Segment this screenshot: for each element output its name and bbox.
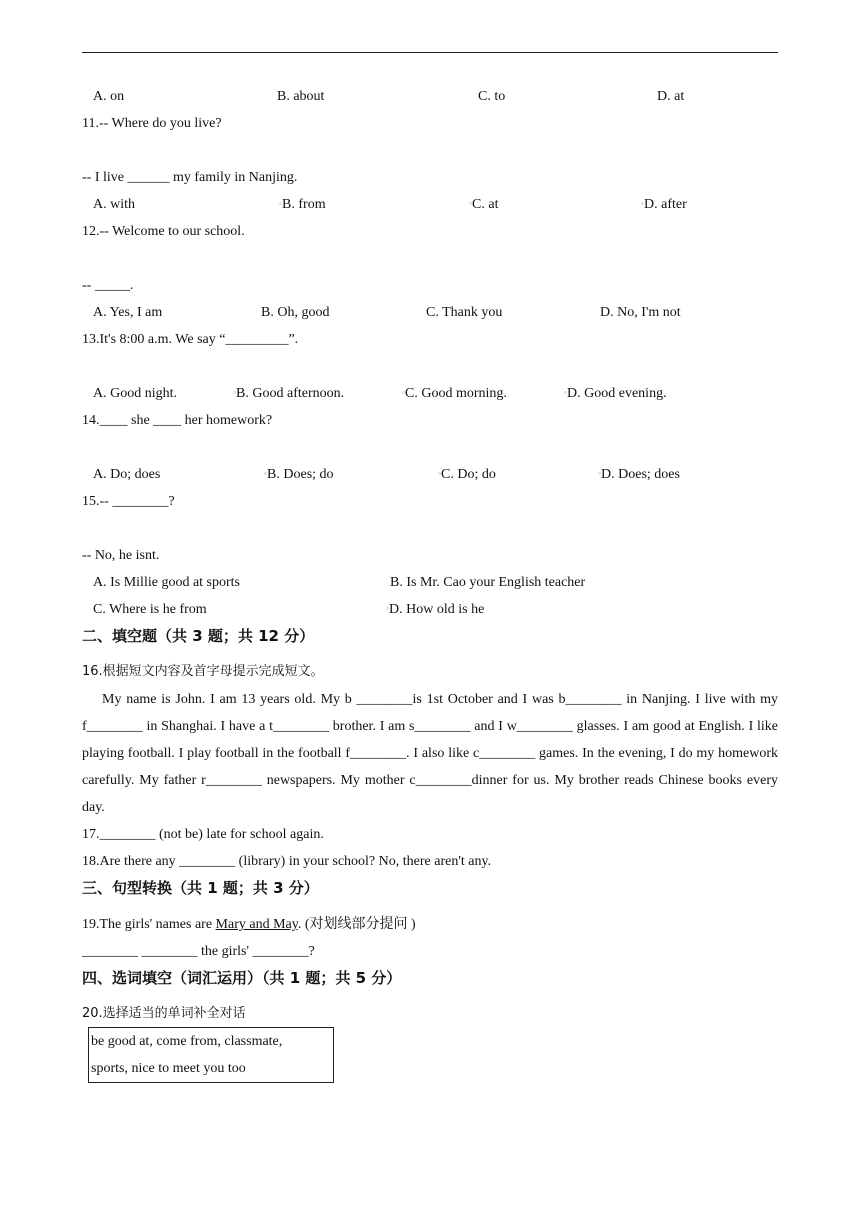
option-marker-icon: ○ bbox=[564, 391, 568, 396]
q14-option-b[interactable]: ○B. Does; do bbox=[264, 467, 334, 483]
q11-option-d[interactable]: ○D. after bbox=[641, 197, 687, 213]
option-marker-icon: ○ bbox=[469, 202, 473, 207]
q12-answer-line: -- _____. bbox=[82, 278, 134, 293]
option-marker-icon: ○ bbox=[438, 472, 442, 477]
header-rule bbox=[82, 52, 778, 53]
q11-stem: 11.-- Where do you live? bbox=[82, 116, 222, 131]
q12-option-c[interactable]: C. Thank you bbox=[426, 305, 503, 320]
q15-option-c[interactable]: C. Where is he from bbox=[93, 602, 207, 617]
option-marker-icon: ○ bbox=[233, 391, 237, 396]
q19-prefix: 19.The girls' names are bbox=[82, 917, 216, 932]
q12-option-a[interactable]: A. Yes, I am bbox=[93, 305, 163, 320]
word-bank-box bbox=[88, 1027, 334, 1083]
option-marker-icon: ○ bbox=[641, 202, 645, 207]
option-marker-icon: ○ bbox=[598, 472, 602, 477]
q16-stem: 16.根据短文内容及首字母提示完成短文。 bbox=[82, 664, 324, 679]
q19-answer-line: ________ ________ the girls' ________? bbox=[82, 944, 315, 959]
q16-passage: My name is John. I am 13 years old. My b ________is 1st October and I was b________ in Nanjing. I live with my f________ in Shanghai. I have a t________ brother. I am s________ and I w________ glasses. I am good at English. I like playing football. I play football in the football f________. I also like c________ games. In the evening, I do my homework carefully. My father r________ newspapers. My mother c________dinner for us. My brother reads Chinese books every day. bbox=[82, 692, 778, 815]
q14-stem: 14.____ she ____ her homework? bbox=[82, 413, 273, 428]
word-bank-line-1: be good at, come from, classmate, bbox=[91, 1034, 283, 1049]
q12-stem: 12.-- Welcome to our school. bbox=[82, 224, 245, 239]
q10-option-a[interactable]: A. on bbox=[93, 89, 125, 104]
q14-option-c[interactable]: ○C. Do; do bbox=[438, 467, 496, 483]
q19-underlined-phrase: Mary and May bbox=[215, 917, 298, 932]
q15-option-d[interactable]: ○D. How old is he bbox=[386, 602, 485, 618]
q13-option-a[interactable]: A. Good night. bbox=[93, 386, 177, 401]
q14-option-a[interactable]: A. Do; does bbox=[93, 467, 161, 482]
q17: 17.________ (not be) late for school again. bbox=[82, 827, 324, 842]
q18: 18.Are there any ________ (library) in your school? No, there aren't any. bbox=[82, 854, 492, 869]
q15-answer-line: -- No, he isnt. bbox=[82, 548, 160, 563]
q13-option-c[interactable]: ○C. Good morning. bbox=[402, 386, 507, 402]
q15-stem: 15.-- ________? bbox=[82, 494, 175, 509]
q15-option-a[interactable]: A. Is Millie good at sports bbox=[93, 575, 240, 590]
q11-option-a[interactable]: A. with bbox=[93, 197, 135, 212]
q20-stem: 20.选择适当的单词补全对话 bbox=[82, 1006, 246, 1021]
q19-suffix: . (对划线部分提问 ) bbox=[297, 917, 416, 932]
q11-answer-line: -- I live ______ my family in Nanjing. bbox=[82, 170, 298, 185]
section4-heading: 四、选词填空（词汇运用）（共 1 题；共 5 分） bbox=[82, 969, 402, 987]
q14-option-d[interactable]: ○D. Does; does bbox=[598, 467, 680, 483]
q15-option-b[interactable]: B. Is Mr. Cao your English teacher bbox=[390, 575, 586, 590]
q13-option-b[interactable]: ○B. Good afternoon. bbox=[233, 386, 345, 402]
q19-stem bbox=[82, 916, 416, 934]
q11-option-b[interactable]: ○B. from bbox=[279, 197, 326, 213]
option-marker-icon: ○ bbox=[279, 202, 283, 207]
section3-heading: 三、句型转换（共 1 题；共 3 分） bbox=[82, 879, 319, 897]
q12-option-d[interactable]: D. No, I'm not bbox=[600, 305, 681, 320]
q11-option-c[interactable]: ○C. at bbox=[469, 197, 499, 213]
option-marker-icon: ○ bbox=[386, 607, 390, 612]
q13-option-d[interactable]: ○D. Good evening. bbox=[564, 386, 667, 402]
option-marker-icon: ○ bbox=[402, 391, 406, 396]
option-marker-icon: ○ bbox=[264, 472, 268, 477]
section2-heading: 二、填空题（共 3 题；共 12 分） bbox=[82, 627, 315, 645]
q13-stem: 13.It's 8:00 a.m. We say “_________”. bbox=[82, 332, 299, 347]
q12-option-b[interactable]: B. Oh, good bbox=[261, 305, 330, 320]
q10-option-c[interactable]: C. to bbox=[478, 89, 506, 104]
word-bank-line-2: sports, nice to meet you too bbox=[91, 1061, 246, 1076]
q10-option-b[interactable]: B. about bbox=[277, 89, 325, 104]
q10-option-d[interactable]: D. at bbox=[657, 89, 685, 104]
